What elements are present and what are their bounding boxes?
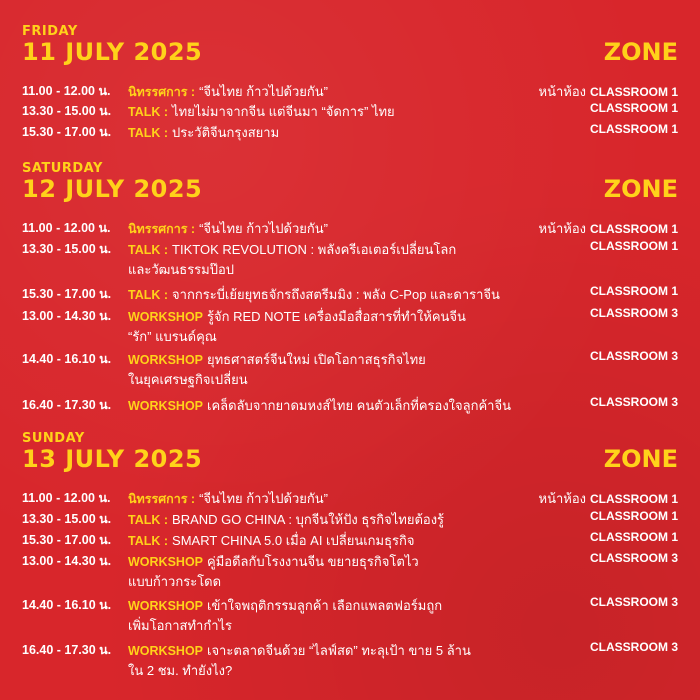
event-title: คู่มือดีลกับโรงงานจีน ขยายธุรกิจโตไว <box>207 554 419 569</box>
event-type: นิทรรศการ : <box>128 85 196 99</box>
event-title-cont: ใน 2 ชม. ทำยังไง? <box>128 663 233 678</box>
event-title: ประวัติจีนกรุงสยาม <box>172 125 280 140</box>
event-title: จากกระบี่เย้ยยุทธจักรถึงสตรีมมิง : พลัง C-Pop และดาราจีน <box>172 287 500 302</box>
zone-prefix: หน้าห้อง <box>538 221 586 236</box>
schedule-row <box>0 530 700 550</box>
event-title-cont: ในยุคเศรษฐกิจเปลี่ยน <box>128 372 248 387</box>
time-slot: 14.40 - 16.10 น. <box>22 598 112 612</box>
date-title: 12 JULY 2025 <box>22 175 203 203</box>
schedule-row <box>0 101 700 121</box>
schedule-row <box>0 349 700 387</box>
zone-header: ZONE <box>603 38 678 66</box>
event-title: “จีนไทย ก้าวไปด้วยกัน” <box>199 221 328 236</box>
event-type: TALK : <box>128 513 169 527</box>
event-type: WORKSHOP <box>128 399 203 413</box>
time-slot: 16.40 - 17.30 น. <box>22 643 112 657</box>
schedule-row <box>0 81 700 101</box>
day-label: SUNDAY <box>22 431 85 446</box>
time-slot: 13.00 - 14.30 น. <box>22 554 112 568</box>
event-title: “จีนไทย ก้าวไปด้วยกัน” <box>199 491 328 506</box>
event-type: TALK : <box>128 243 169 257</box>
time-slot: 16.40 - 17.30 น. <box>22 398 112 412</box>
schedule-row <box>0 218 700 238</box>
event-title-cont: เพิ่มโอกาสทำกำไร <box>128 618 233 633</box>
schedule-row <box>0 395 700 415</box>
event-type: WORKSHOP <box>128 599 203 613</box>
schedule-row <box>0 284 700 304</box>
event-title-cont: แบบก้าวกระโดด <box>128 574 222 589</box>
time-slot: 13.00 - 14.30 น. <box>22 309 112 323</box>
day-label: SATURDAY <box>22 161 103 176</box>
schedule-row <box>0 122 700 142</box>
event-title-cont: “รัก” แบรนด์คุณ <box>128 329 217 344</box>
event-type: TALK : <box>128 534 169 548</box>
zone-name: CLASSROOM 3 <box>589 640 678 654</box>
event-type: นิทรรศการ : <box>128 492 196 506</box>
time-slot: 15.30 - 17.00 น. <box>22 533 112 547</box>
zone-name: CLASSROOM 1 <box>589 530 678 544</box>
event-type: TALK : <box>128 288 169 302</box>
event-type: WORKSHOP <box>128 353 203 367</box>
event-title: รู้จัก RED NOTE เครื่องมือสื่อสารที่ทำให้คนจีน <box>207 309 466 324</box>
time-slot: 13.30 - 15.00 น. <box>22 242 112 256</box>
event-type: WORKSHOP <box>128 644 203 658</box>
zone-name: CLASSROOM 1 <box>589 239 678 253</box>
event-type: นิทรรศการ : <box>128 222 196 236</box>
zone-name: CLASSROOM 3 <box>589 595 678 609</box>
event-title: SMART CHINA 5.0 เมื่อ AI เปลี่ยนเกมธุรกิจ <box>172 533 415 548</box>
event-title: TIKTOK REVOLUTION : พลังครีเอเตอร์เปลี่ยนโลก <box>172 242 457 257</box>
time-slot: 13.30 - 15.00 น. <box>22 104 112 118</box>
schedule-row <box>0 306 700 344</box>
time-slot: 13.30 - 15.00 น. <box>22 512 112 526</box>
time-slot: 11.00 - 12.00 น. <box>22 221 111 235</box>
zone-name: CLASSROOM 1 <box>589 284 678 298</box>
zone-name: CLASSROOM 1 <box>589 492 678 506</box>
time-slot: 11.00 - 12.00 น. <box>22 491 111 505</box>
date-title: 13 JULY 2025 <box>22 445 203 473</box>
time-slot: 11.00 - 12.00 น. <box>22 84 111 98</box>
schedule-row <box>0 509 700 529</box>
date-title: 11 JULY 2025 <box>22 38 203 66</box>
zone-header: ZONE <box>603 175 678 203</box>
schedule-row <box>0 239 700 277</box>
event-title: “จีนไทย ก้าวไปด้วยกัน” <box>199 84 328 99</box>
event-title: เคล็ดลับจากยาดมหงส์ไทย คนตัวเล็กที่ครองใจลูกค้าจีน <box>207 398 511 413</box>
event-type: TALK : <box>128 105 169 119</box>
zone-name: CLASSROOM 1 <box>589 85 678 99</box>
schedule-row <box>0 640 700 678</box>
zone-name: CLASSROOM 1 <box>589 122 678 136</box>
event-title-cont: และวัฒนธรรมป๊อป <box>128 262 235 277</box>
event-title: BRAND GO CHINA : บุกจีนให้ปัง ธุรกิจไทยต้องรู้ <box>172 512 445 527</box>
zone-header: ZONE <box>603 445 678 473</box>
time-slot: 14.40 - 16.10 น. <box>22 352 112 366</box>
schedule-row <box>0 488 700 508</box>
event-title: เข้าใจพฤติกรรมลูกค้า เลือกแพลตฟอร์มถูก <box>207 598 443 613</box>
event-title: ยุทธศาสตร์จีนใหม่ เปิดโอกาสธุรกิจไทย <box>207 352 426 367</box>
schedule-row <box>0 595 700 633</box>
time-slot: 15.30 - 17.00 น. <box>22 287 112 301</box>
zone-name: CLASSROOM 1 <box>589 222 678 236</box>
zone-name: CLASSROOM 3 <box>589 349 678 363</box>
event-type: WORKSHOP <box>128 555 203 569</box>
zone-prefix: หน้าห้อง <box>538 491 586 506</box>
zone-prefix: หน้าห้อง <box>538 84 586 99</box>
event-title: เจาะตลาดจีนด้วย “ไลฟ์สด” ทะลุเป้า ขาย 5 ล้าน <box>207 643 471 658</box>
schedule-row <box>0 551 700 589</box>
event-type: WORKSHOP <box>128 310 203 324</box>
event-type: TALK : <box>128 126 169 140</box>
zone-name: CLASSROOM 1 <box>589 101 678 115</box>
zone-name: CLASSROOM 3 <box>589 551 678 565</box>
time-slot: 15.30 - 17.00 น. <box>22 125 112 139</box>
zone-name: CLASSROOM 3 <box>589 395 678 409</box>
zone-name: CLASSROOM 1 <box>589 509 678 523</box>
event-title: ไทยไม่มาจากจีน แต่จีนมา “จัดการ” ไทย <box>172 104 395 119</box>
zone-name: CLASSROOM 3 <box>589 306 678 320</box>
day-label: FRIDAY <box>22 24 78 39</box>
